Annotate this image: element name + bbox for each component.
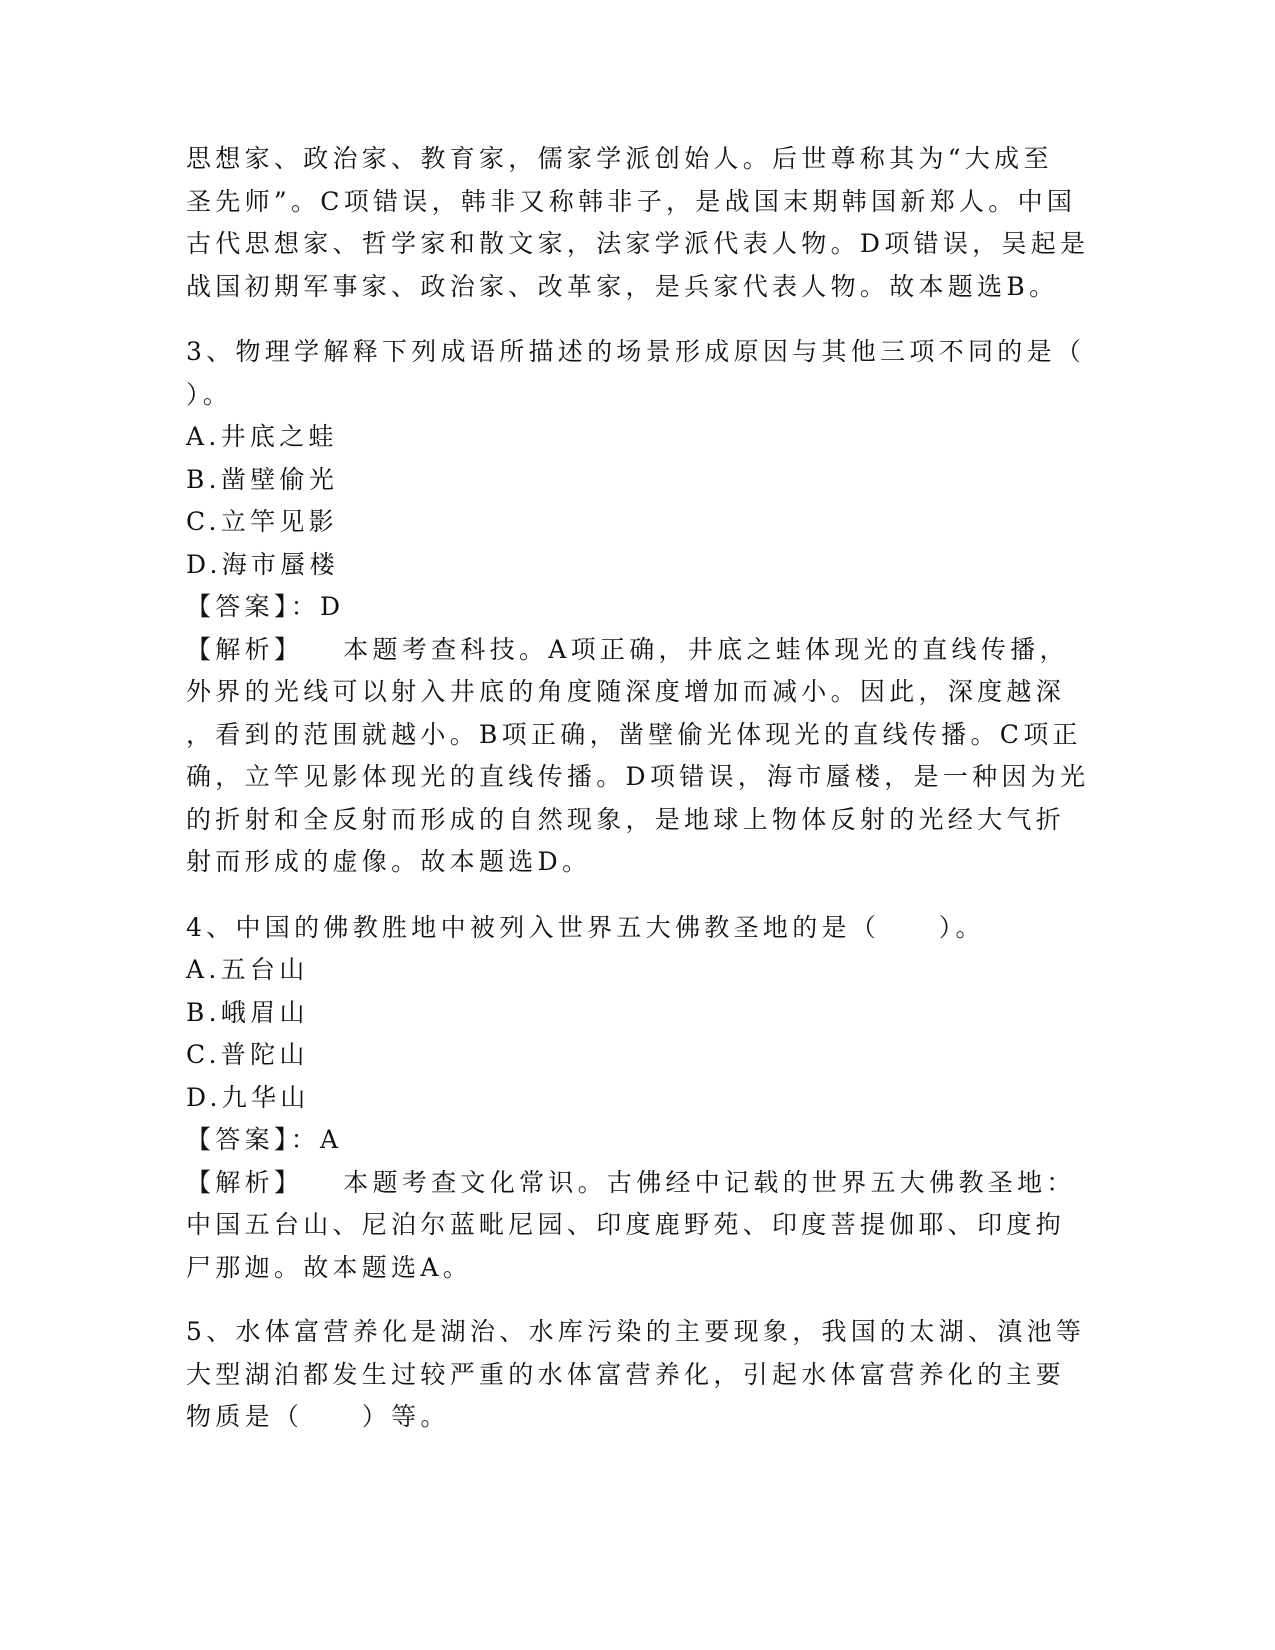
analysis-text: 尸那迦。故本题选A。: [186, 1252, 473, 1282]
option-b: B.凿壁偷光: [186, 464, 339, 494]
option-d: D.九华山: [186, 1082, 310, 1112]
question-stem: 4、中国的佛教胜地中被列入世界五大佛教圣地的是（ ）。: [186, 912, 985, 942]
question-stem: 5、水体富营养化是湖治、水库污染的主要现象，我国的太湖、滇池等: [186, 1317, 1086, 1346]
analysis-text: 中国五台山、尼泊尔蓝毗尼园、印度鹿野苑、印度菩提伽耶、印度拘: [186, 1210, 1066, 1239]
option-b: B.峨眉山: [186, 997, 309, 1027]
analysis-text: ，看到的范围就越小。B项正确，凿壁偷光体现光的直线传播。C项正: [186, 719, 1082, 749]
answer-line: 【答案】：D: [186, 592, 345, 621]
question-stem: 物质是（ ）等。: [186, 1402, 450, 1431]
analysis-label: 【解析】: [186, 634, 304, 664]
answer-line: 【答案】：A: [186, 1125, 343, 1154]
option-a: A.井底之蛙: [186, 422, 338, 451]
text-line: 思想家、政治家、教育家，儒家学派创始人。后世尊称其为“大成至: [186, 144, 1053, 173]
spacer: [186, 884, 1086, 907]
text-line: 圣先师”。C项错误，韩非又称韩非子，是战国末期韩国新郑人。中国: [186, 186, 1077, 216]
spacer: [186, 1289, 1086, 1311]
spacer: [186, 308, 1086, 331]
option-d: D.海市蜃楼: [186, 549, 339, 579]
previous-answer-analysis: [186, 138, 1090, 308]
text-line: 古代思想家、哲学家和散文家，法家学派代表人物。D项错误，吴起是: [186, 229, 1090, 258]
question-stem: 大型湖泊都发生过较严重的水体富营养化，引起水体富营养化的主要: [186, 1359, 1066, 1389]
option-a: A.五台山: [186, 955, 309, 984]
question-5: [186, 1311, 1086, 1439]
text-line: 战国初期军事家、政治家、改革家，是兵家代表人物。故本题选B。: [186, 271, 1059, 301]
document-page: [186, 138, 1090, 1439]
question-3: [186, 331, 1090, 884]
analysis-text: 的折射和全反射而形成的自然现象，是地球上物体反射的光经大气折: [186, 804, 1066, 834]
analysis-text: 确，立竿见影体现光的直线传播。D项错误，海市蜃楼，是一种因为光: [186, 762, 1090, 791]
analysis-label: 【解析】: [186, 1167, 304, 1197]
question-4: [186, 907, 1086, 1290]
analysis-first-line: [186, 629, 1086, 672]
analysis-text: 外界的光线可以射入井底的角度随深度增加而减小。因此，深度越深: [186, 677, 1066, 706]
analysis-first-line: [186, 1162, 1086, 1205]
question-stem: 3、物理学解释下列成语所描述的场景形成原因与其他三项不同的是（: [186, 337, 1086, 366]
analysis-text: 射而形成的虚像。故本题选D。: [186, 847, 592, 876]
analysis-text: 本题考查文化常识。古佛经中记载的世界五大佛教圣地：: [343, 1167, 1076, 1197]
option-c: C.普陀山: [186, 1040, 309, 1069]
option-c: C.立竿见影: [186, 507, 338, 536]
analysis-text: 本题考查科技。A项正确，井底之蛙体现光的直线传播，: [343, 634, 1069, 664]
question-stem: ）。: [186, 379, 233, 409]
